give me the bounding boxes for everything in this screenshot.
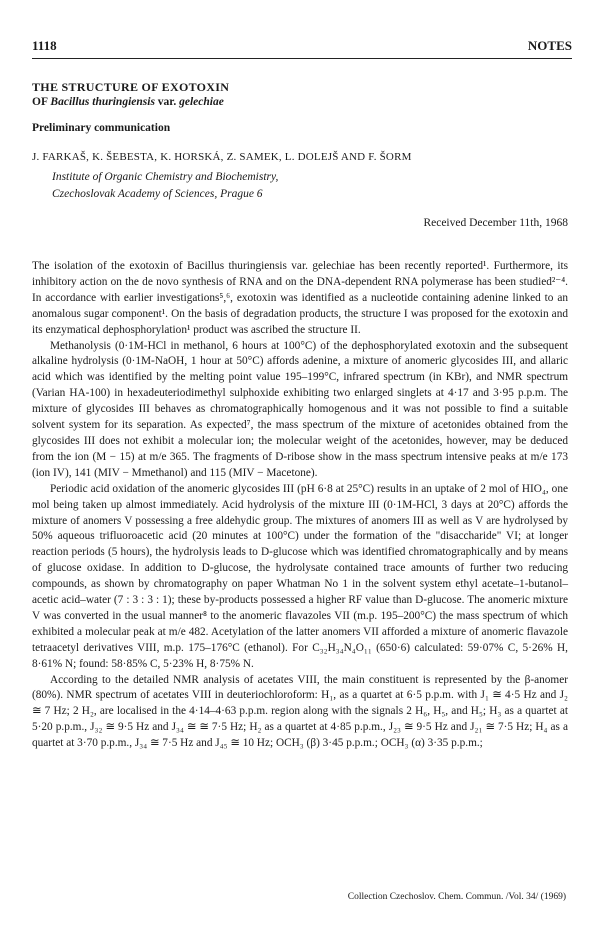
section-name: NOTES	[527, 38, 572, 53]
affiliation-line-1: Institute of Organic Chemistry and Biochemistry,	[52, 171, 279, 183]
header-rule	[32, 58, 572, 59]
body-paragraph-4: According to the detailed NMR analysis of acetates VIII, the main constituent is represented by the β-anomer (80%). NMR spectrum of acetates VIII in deuteriochloroform: H₁, as a quartet at 6·5 p.p.m. with J₁ ≅ 4·5 Hz and J₂ ≅ 7 Hz; 2 H₂, are localised in the 4·14–4·63 p.p.m. region along with the signals 2 H₆, H₅, and H₅; H₃ as a quartet at 5·20 p.p.m., J₃₂ ≅ 9·5 Hz and J₃₄ ≅ ≅ 7·5 Hz; H₂ as a quartet at 4·85 p.p.m., J₂₃ ≅ 9·5 Hz and J₂₁ ≅ 7·5 Hz; H₄ as a quartet at 3·70 p.p.m., J₃₄ ≅ 7·5 Hz and J₄₅ ≅ 10 Hz; OCH₃ (β) 3·45 p.p.m.; OCH₃ (α) 3·35 p.p.m.;	[32, 673, 568, 750]
received-date: Received December 11th, 1968	[423, 217, 568, 229]
affiliation	[52, 169, 278, 203]
subtitle-prefix: OF	[32, 96, 48, 108]
page-footer: Collection Czechoslov. Chem. Commun. /Vol. 34/ (1969)	[347, 892, 566, 902]
article-title: THE STRUCTURE OF EXOTOXIN	[32, 80, 230, 94]
body-paragraph-3: Periodic acid oxidation of the anomeric glycosides III (pH 6·8 at 25°C) results in an uptake of 2 mol of HIO₄, one mol being taken up almost immediately. Acid hydrolysis of the mixture III (0·1M-HCl, 3 days at 20°C) affords the mixture of anomers V possessing a free aldehydic group. The mixtures of anomers III as well as V are hydrolysed by 50% aqueous trifluoroacetic acid (20 minutes at 100°C) under the formation of the "disaccharide" VI; at longer reaction periods (5 hours), the hydrolysis leads to D-glucose which was identified chromatographically and by means of glucose oxidase. In addition to D-glucose, the hydrolysate contained trace amounts of further two reducing compounds, as shown by chromatography on paper Whatman No 1 in the solvent system ethyl acetate–1-butanol–acetic acid–water (7 : 3 : 3 : 1); these by-products possessed a higher RF value than D-glucose. The anomeric mixture V was converted in the usual manner⁸ to the anomeric flavazoles VII (m.p. 195–200°C) the mass spectrum of which exhibited a molecular peak at m/e 482. Acetylation of the latter anomers VII afforded a mixture of anomeric flavazole tetraacetyl derivatives VIII, m.p. 175–176°C (ethanol). For C₃₂H₃₄N₄O₁₁ (650·6) calculated: 59·07% C, 5·26% H, 8·61% N; found: 58·85% C, 5·23% H, 8·75% N.	[32, 482, 568, 670]
article-body	[32, 259, 568, 752]
subtitle-species: Bacillus thuringiensis	[50, 96, 155, 108]
body-paragraph-1: The isolation of the exotoxin of Bacillus thuringiensis var. gelechiae has been recently reported¹. Furthermore, its inhibitory action on the de novo synthesis of RNA and on the DNA-dependent RNA polymerase has been studied²⁻⁴. In accordance with earlier investigations⁵,⁶, exotoxin was identified as a nucleotide containing adenine linked to an anomalous sugar component¹. On the basis of degradation products, the structure I was proposed for the exotoxin and its enzymatical dephosphorylation¹ product was ascribed the structure II.	[32, 260, 568, 336]
article-type: Preliminary communication	[32, 122, 171, 134]
page-header	[32, 38, 572, 56]
affiliation-line-2: Czechoslovak Academy of Sciences, Prague 6	[52, 188, 263, 200]
subtitle-var: var.	[157, 96, 177, 108]
article-subtitle	[32, 96, 224, 108]
page-number: 1118	[32, 38, 57, 53]
author-list: J. FARKAŠ, K. ŠEBESTA, K. HORSKÁ, Z. SAMEK, L. DOLEJŠ AND F. ŠORM	[32, 151, 412, 163]
subtitle-variety: gelechiae	[179, 96, 224, 108]
body-paragraph-2: Methanolysis (0·1M-HCl in methanol, 6 hours at 100°C) of the dephosphorylated exotoxin and the subsequent alkaline hydrolysis (0·1M-NaOH, 1 hour at 50°C) affords adenine, a mixture of anomeric glycosides III, and allaric acid which was identified by the melting point value 195–199°C, infrared spectrum (in KBr), and NMR spectrum (Varian HA-100) in hexadeuteriodimethyl sulphoxide exhibiting two enlarged singlets at 4·17 and 3·95 p.p.m. The mixture of glycosides III behaves as chromatographically homogenous and it was not possible to find a suitable solvent system for its separation. As expected⁷, the mass spectrum of the mixture of acetonides obtained from the glycosides III does not exhibit a molecular ion; the molecular weight of the acetonides, however, may be deduced from the ion (M − 15) at m/e 365. The fragments of D-ribose show in the mass spectrum intensive peaks at m/e 173 (ion IV), 141 (MIV − Mmethanol) and 115 (MIV − Macetone).	[32, 339, 568, 479]
